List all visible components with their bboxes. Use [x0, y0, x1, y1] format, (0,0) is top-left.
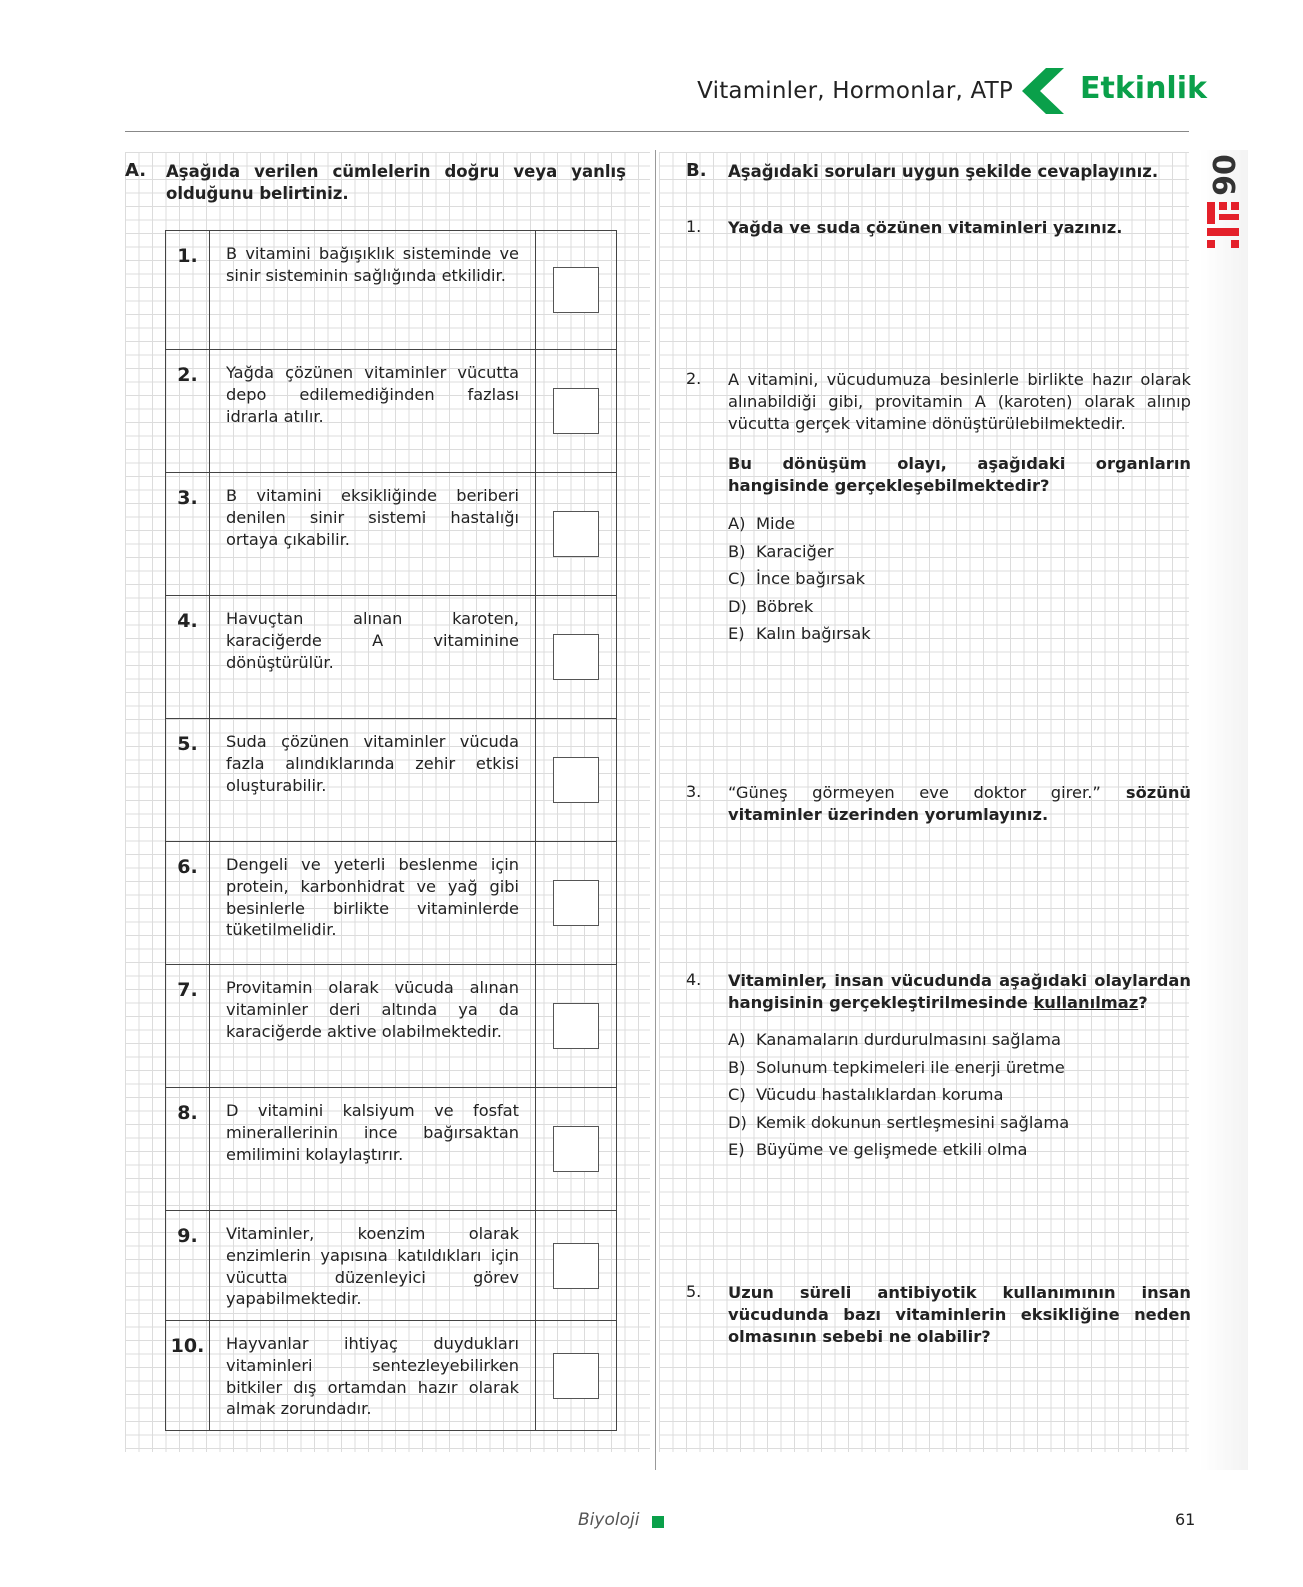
question-4-text-before: Vitaminler, insan vücudunda aşağıdaki olaylardan hangisinin gerçekleştirilmesinde [728, 971, 1191, 1012]
option-text: Kalın bağırsak [756, 624, 871, 643]
activity-label: Etkinlik [1080, 71, 1207, 106]
page-number: 61 [1175, 1510, 1196, 1529]
footer-square-icon [652, 1516, 664, 1528]
table-row [166, 596, 616, 719]
option-text: Böbrek [756, 596, 814, 616]
table-row [166, 350, 616, 473]
question-3-number: 3. [686, 782, 702, 801]
statement-text: Yağda çözünen vitaminler vücutta depo edilemediğinden fazlası idrarla atılır. [210, 350, 536, 472]
option-letter: A) [728, 1030, 746, 1049]
row-number: 2. [166, 350, 210, 472]
statement-text: Havuçtan alınan karoten, karaciğerde A vitaminine dönüştürülür. [210, 596, 536, 718]
option-letter: D) [728, 1112, 747, 1132]
statement-text: Dengeli ve yeterli beslenme için protein, karbonhidrat ve yağ gibi besinlerle birlikte vitaminlerde tüketilmelidir. [210, 842, 536, 964]
option-text: Karaciğer [756, 541, 834, 561]
option-a[interactable] [728, 510, 871, 538]
row-number: 6. [166, 842, 210, 964]
header-divider [125, 131, 1189, 132]
option-letter: B) [728, 1057, 746, 1077]
option-letter: D) [728, 596, 747, 616]
answer-box[interactable] [553, 267, 599, 313]
side-tab [1200, 150, 1248, 1470]
section-b-letter: B. [686, 160, 707, 181]
option-c[interactable] [728, 565, 871, 593]
answer-cell [536, 842, 616, 964]
answer-box[interactable] [553, 1243, 599, 1289]
column-divider [655, 150, 656, 1470]
question-4-text [728, 970, 1191, 1014]
option-text: Kemik dokunun sertleşmesini sağlama [756, 1112, 1070, 1132]
question-4-text-after: ? [1138, 993, 1148, 1012]
answer-cell [536, 965, 616, 1087]
option-text: Solunum tepkimeleri ile enerji üretme [756, 1057, 1065, 1077]
option-e[interactable] [728, 620, 871, 648]
row-number: 5. [166, 719, 210, 841]
section-a-instruction: Aşağıda verilen cümlelerin doğru veya yanlış olduğunu belirtiniz. [166, 162, 626, 203]
question-4-underlined: kullanılmaz [1033, 993, 1139, 1012]
question-5-text: Uzun süreli antibiyotik kullanımının insan vücudunda bazı vitaminlerin eksikliğine neden olmasının sebebi ne olabilir? [728, 1283, 1191, 1346]
answer-box[interactable] [553, 388, 599, 434]
statement-text: B vitamini eksikliğinde beriberi denilen sinir sistemi hastalığı ortaya çıkabilir. [210, 473, 536, 595]
row-number: 9. [166, 1211, 210, 1320]
row-number: 7. [166, 965, 210, 1087]
row-number: 10. [166, 1321, 210, 1430]
question-3-quote: “Güneş görmeyen eve doktor girer.” [728, 783, 1101, 802]
true-false-table [165, 230, 617, 1431]
table-row [166, 231, 616, 350]
page-title: Vitaminler, Hormonlar, ATP [697, 78, 1013, 104]
option-b[interactable] [728, 538, 871, 566]
statement-text: Suda çözünen vitaminler vücuda fazla alındıklarında zehir etkisi oluşturabilir. [210, 719, 536, 841]
answer-box[interactable] [553, 880, 599, 926]
section-a-letter: A. [125, 160, 147, 181]
statement-text: B vitamini bağışıklık sisteminde ve sinir sisteminin sağlığında etkilidir. [210, 231, 536, 349]
side-tab-number: 06 [1205, 154, 1241, 196]
row-number: 1. [166, 231, 210, 349]
option-text: Mide [756, 514, 795, 533]
answer-cell [536, 350, 616, 472]
option-letter: E) [728, 624, 745, 643]
question-1-number: 1. [686, 217, 702, 236]
table-row [166, 1088, 616, 1211]
answer-cell [536, 1211, 616, 1320]
option-d[interactable] [728, 1109, 1069, 1137]
answer-box[interactable] [553, 757, 599, 803]
option-text: Büyüme ve gelişmede etkili olma [756, 1140, 1028, 1159]
statement-text: Hayvanlar ihtiyaç duydukları vitaminleri sentezleyebilirken bitkiler dış ortamdan hazır olarak almak zorundadır. [210, 1321, 536, 1430]
question-2-text: A vitamini, vücudumuza besinlerle birlikte hazır olarak alınabildiği gibi, provitamin A (karoten) olarak alınıp vücutta gerçek vitamine dönüştürülebilmektedir. [728, 370, 1191, 433]
question-3-text [728, 782, 1191, 826]
footer-subject: Biyoloji [578, 1510, 640, 1530]
option-letter: A) [728, 514, 746, 533]
answer-cell [536, 719, 616, 841]
statement-text: D vitamini kalsiyum ve fosfat minerallerinin ince bağırsaktan emilimini kolaylaştırır. [210, 1088, 536, 1210]
answer-box[interactable] [553, 1003, 599, 1049]
table-row [166, 719, 616, 842]
table-row [166, 1321, 616, 1430]
section-b-instruction: Aşağıdaki soruları uygun şekilde cevaplayınız. [728, 162, 1159, 181]
row-number: 8. [166, 1088, 210, 1210]
question-2-options [728, 510, 871, 648]
question-4-options [728, 1026, 1069, 1164]
question-5-number: 5. [686, 1282, 702, 1301]
question-3-rest: sözünü vitaminler üzerinden yorumlayınız. [728, 783, 1191, 824]
option-a[interactable] [728, 1026, 1069, 1054]
question-2-number: 2. [686, 369, 702, 388]
question-1-text: Yağda ve suda çözünen vitaminleri yazınız. [728, 218, 1123, 237]
row-number: 3. [166, 473, 210, 595]
chevron-left-icon [1020, 68, 1070, 114]
answer-cell [536, 596, 616, 718]
answer-box[interactable] [553, 634, 599, 680]
question-4-number: 4. [686, 970, 702, 989]
option-text: İnce bağırsak [756, 569, 866, 588]
answer-cell [536, 1088, 616, 1210]
option-letter: C) [728, 1085, 746, 1104]
table-row [166, 965, 616, 1088]
publisher-logo-icon [1207, 202, 1241, 250]
table-row [166, 473, 616, 596]
answer-box[interactable] [553, 1353, 599, 1399]
option-b[interactable] [728, 1054, 1069, 1082]
option-text: Vücudu hastalıklardan koruma [756, 1085, 1004, 1104]
answer-box[interactable] [553, 511, 599, 557]
option-c[interactable] [728, 1081, 1069, 1109]
option-letter: E) [728, 1140, 745, 1159]
statement-text: Vitaminler, koenzim olarak enzimlerin yapısına katıldıkları için vücutta düzenleyici görev yapabilmektedir. [210, 1211, 536, 1320]
table-row [166, 1211, 616, 1321]
table-row [166, 842, 616, 965]
answer-cell [536, 231, 616, 349]
option-letter: B) [728, 541, 746, 561]
question-2-prompt: Bu dönüşüm olayı, aşağıdaki organların hangisinde gerçekleşebilmektedir? [728, 454, 1191, 495]
option-e[interactable] [728, 1136, 1069, 1164]
option-letter: C) [728, 569, 746, 588]
answer-cell [536, 1321, 616, 1430]
answer-cell [536, 473, 616, 595]
row-number: 4. [166, 596, 210, 718]
statement-text: Provitamin olarak vücuda alınan vitaminler deri altında ya da karaciğerde aktive olabilmektedir. [210, 965, 536, 1087]
answer-box[interactable] [553, 1126, 599, 1172]
option-text: Kanamaların durdurulmasını sağlama [756, 1030, 1061, 1049]
option-d[interactable] [728, 593, 871, 621]
